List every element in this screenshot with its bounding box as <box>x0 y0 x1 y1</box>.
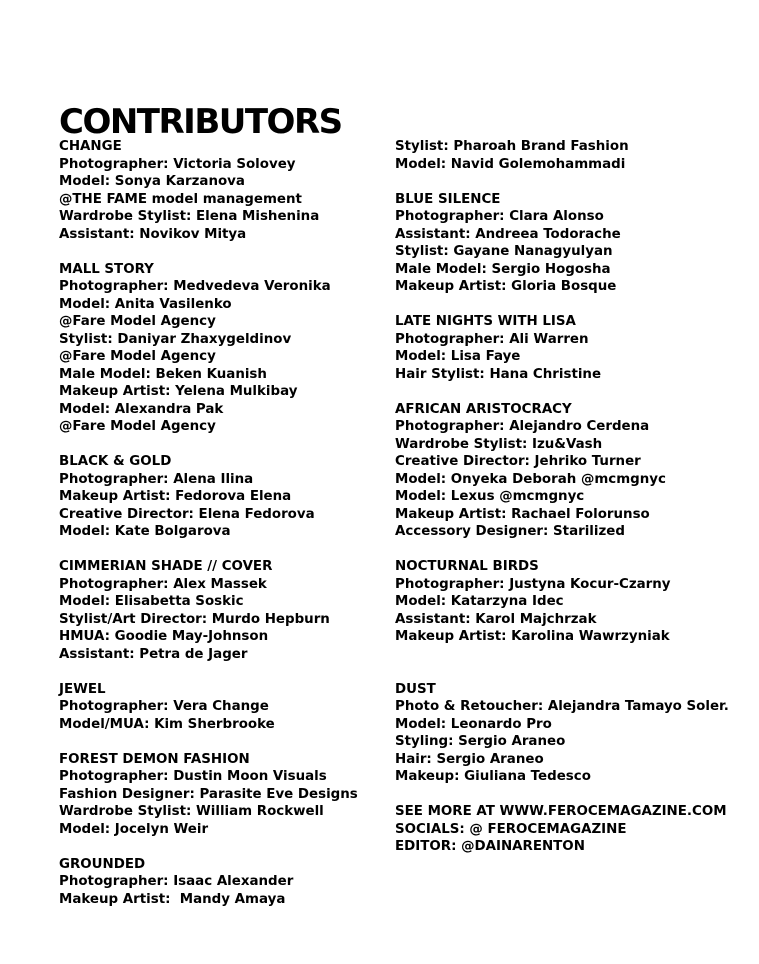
credit-section <box>59 138 379 243</box>
section-title: MALL STORY <box>59 261 154 277</box>
credit-section <box>395 138 735 173</box>
credit-line: Creative Director: Jehriko Turner <box>395 454 641 469</box>
credit-line: Model: Kate Bolgarova <box>59 524 231 539</box>
section-title: LATE NIGHTS WITH LISA <box>395 314 576 329</box>
credit-line: SEE MORE AT WWW.FEROCEMAGAZINE.COM <box>395 804 727 819</box>
credit-line: @Fare Model Agency <box>59 349 216 364</box>
credit-line: Creative Director: Elena Fedorova <box>59 506 315 522</box>
credit-line: Hair: Sergio Araneo <box>395 751 544 767</box>
page-title: CONTRIBUTORS <box>59 102 342 142</box>
credit-line: EDITOR: @DAINARENTON <box>395 839 585 854</box>
credit-line: Photographer: Medvedeva Veronika <box>59 279 331 294</box>
credit-line: Model: Navid Golemohammadi <box>395 156 626 172</box>
section-title: GROUNDED <box>59 856 146 872</box>
credit-section <box>59 453 379 541</box>
right-column <box>395 138 735 873</box>
credit-line: SOCIALS: @ FEROCEMAGAZINE <box>395 821 627 837</box>
section-title: NOCTURNAL BIRDS <box>395 559 539 574</box>
credit-line: Stylist: Gayane Nanagyulyan <box>395 244 613 259</box>
credit-line: Wardrobe Stylist: Elena Mishenina <box>59 209 320 224</box>
credit-line: Model: Elisabetta Soskic <box>59 594 244 609</box>
credit-line: Model: Jocelyn Weir <box>59 821 209 837</box>
credit-line: Model: Katarzyna Idec <box>395 594 564 609</box>
credit-line: Model: Lisa Faye <box>395 349 521 364</box>
credit-line: Assistant: Karol Majchrzak <box>395 611 597 627</box>
credit-line: Makeup Artist: Mandy Amaya <box>59 891 286 907</box>
credit-line: @Fare Model Agency <box>59 314 216 329</box>
credit-line: @THE FAME model management <box>59 191 302 207</box>
credit-section <box>395 401 735 541</box>
credit-line: Model: Leonardo Pro <box>395 716 552 732</box>
credit-line: Makeup Artist: Gloria Bosque <box>395 279 617 294</box>
credit-line: Photographer: Vera Change <box>59 699 269 714</box>
credit-line: Model: Onyeka Deborah @mcmgnyc <box>395 471 666 487</box>
credit-line: Assistant: Andreea Todorache <box>395 226 621 242</box>
credit-line: Photographer: Justyna Kocur-Czarny <box>395 576 671 592</box>
credit-line: Photographer: Victoria Solovey <box>59 156 296 172</box>
credit-line: Photographer: Ali Warren <box>395 331 589 347</box>
credit-line: Assistant: Novikov Mitya <box>59 226 247 242</box>
credit-section <box>59 751 379 839</box>
credit-line: Makeup Artist: Rachael Folorunso <box>395 506 650 522</box>
credit-line: Wardrobe Stylist: William Rockwell <box>59 804 324 819</box>
credit-line: Photographer: Alena Ilina <box>59 471 254 487</box>
credit-line: Wardrobe Stylist: Izu&Vash <box>395 436 603 452</box>
credit-line: Model: Anita Vasilenko <box>59 296 232 312</box>
left-column <box>59 138 379 926</box>
credit-line: Photographer: Dustin Moon Visuals <box>59 769 327 784</box>
credit-line <box>395 646 735 664</box>
credit-line: Makeup Artist: Yelena Mulkibay <box>59 384 298 399</box>
credit-line: Model: Sonya Karzanova <box>59 174 245 189</box>
section-title: FOREST DEMON FASHION <box>59 751 250 767</box>
credit-section <box>395 558 735 663</box>
section-title: BLUE SILENCE <box>395 191 501 207</box>
credit-section <box>395 681 735 786</box>
section-title: DUST <box>395 681 436 697</box>
section-title: BLACK & GOLD <box>59 454 172 469</box>
credit-section <box>395 313 735 383</box>
credit-line: Stylist/Art Director: Murdo Hepburn <box>59 611 330 627</box>
credit-line: Makeup: Giuliana Tedesco <box>395 769 591 784</box>
credit-line: Model/MUA: Kim Sherbrooke <box>59 716 275 732</box>
credit-section <box>59 856 379 909</box>
credit-line: Photographer: Alex Massek <box>59 576 267 592</box>
credit-section <box>59 558 379 663</box>
credit-section <box>59 261 379 436</box>
credit-line: @Fare Model Agency <box>59 419 216 434</box>
credit-line: Male Model: Sergio Hogosha <box>395 261 611 277</box>
credit-line: Photo & Retoucher: Alejandra Tamayo Soler. <box>395 699 729 714</box>
credit-line: Photographer: Isaac Alexander <box>59 874 294 889</box>
section-title: AFRICAN ARISTOCRACY <box>395 401 572 417</box>
credit-line: Hair Stylist: Hana Christine <box>395 366 602 382</box>
credit-section <box>59 681 379 734</box>
credit-line: HMUA: Goodie May-Johnson <box>59 629 269 644</box>
credit-line: Model: Lexus @mcmgnyc <box>395 489 585 504</box>
section-title: CIMMERIAN SHADE // COVER <box>59 559 273 574</box>
credit-section <box>395 191 735 296</box>
credit-line: Accessory Designer: Starilized <box>395 524 625 539</box>
credit-line: Model: Alexandra Pak <box>59 401 224 417</box>
credit-line: Makeup Artist: Fedorova Elena <box>59 489 292 504</box>
credit-line: Makeup Artist: Karolina Wawrzyniak <box>395 629 670 644</box>
section-title: CHANGE <box>59 139 122 154</box>
credit-line: Stylist: Pharoah Brand Fashion <box>395 139 629 154</box>
credit-line: Male Model: Beken Kuanish <box>59 366 267 382</box>
credit-section <box>395 803 735 856</box>
credit-line: Stylist: Daniyar Zhaxygeldinov <box>59 331 292 347</box>
section-title: JEWEL <box>59 681 106 697</box>
credit-line: Photographer: Clara Alonso <box>395 209 604 224</box>
credit-line: Styling: Sergio Araneo <box>395 734 566 749</box>
credit-line: Photographer: Alejandro Cerdena <box>395 419 650 434</box>
credit-line: Assistant: Petra de Jager <box>59 646 248 662</box>
credit-line: Fashion Designer: Parasite Eve Designs <box>59 786 358 802</box>
